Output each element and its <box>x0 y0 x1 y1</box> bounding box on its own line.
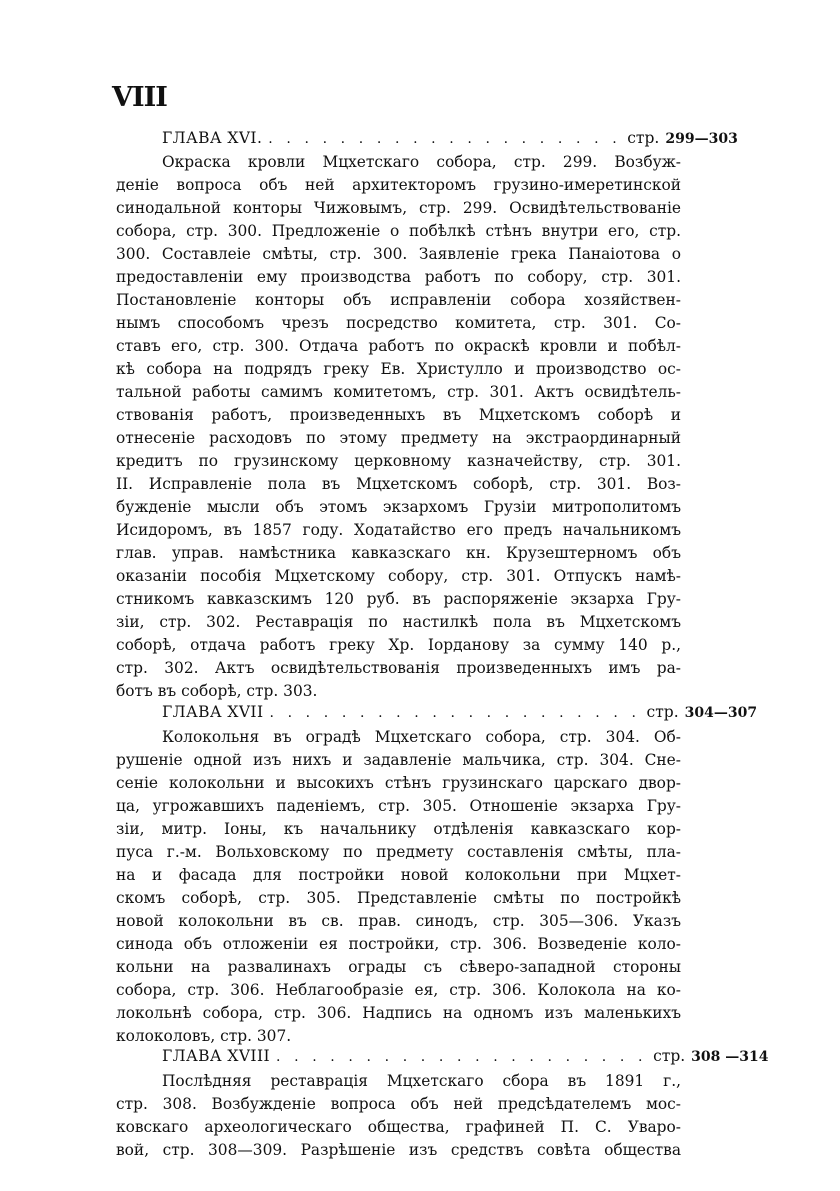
leader-dots: . . . . . . . . . . . . . . . . . . . . . <box>269 705 641 721</box>
text-line: кольни на развалинахъ ограды съ сѣверо-западной стороны <box>116 958 681 976</box>
text-line: синода объ отложеніи ея постройки, стр. 306. Возведеніе коло- <box>116 935 681 953</box>
text-line: колоколовъ, стр. 307. <box>116 1027 292 1045</box>
leader-dots: . . . . . . . . . . . . . . . . . . . . <box>268 131 622 147</box>
chapter-title: ГЛАВА XVIII <box>162 1047 270 1065</box>
text-line: зіи, стр. 302. Реставрація по настилкѣ пола въ Мцхетскомъ <box>116 613 681 631</box>
text-line: Колокольня въ оградѣ Мцхетскаго собора, стр. 304. Об- <box>162 728 681 746</box>
pages-prefix: стр. <box>653 1047 686 1065</box>
text-line: новой колокольни въ св. прав. синодъ, стр. 305—306. Указъ <box>116 912 681 930</box>
pages-prefix: стр. <box>627 129 660 147</box>
text-line: ковскаго археологическаго общества, графиней П. С. Уваро- <box>116 1118 681 1136</box>
page-range: 299—303 <box>665 131 738 147</box>
text-line: скомъ соборѣ, стр. 305. Представленіе смѣты по постройкѣ <box>116 889 681 907</box>
text-line: собора, стр. 300. Предложеніе о побѣлкѣ стѣнъ внутри его, стр. <box>116 222 681 240</box>
chapter-title: ГЛАВА XVII <box>162 703 264 721</box>
page-number: VIII <box>112 82 167 113</box>
text-line: II. Исправленіе пола въ Мцхетскомъ соборѣ, стр. 301. Воз- <box>116 475 681 493</box>
pages-prefix: стр. <box>646 703 679 721</box>
text-line: нымъ способомъ чрезъ посредство комитета, стр. 301. Со- <box>116 314 681 332</box>
text-line: глав. управ. намѣстника кавказскаго кн. Крузештерномъ объ <box>116 544 681 562</box>
page-range: 308 —314 <box>691 1049 769 1065</box>
text-line: зіи, митр. Іоны, къ начальнику отдѣленія кавказскаго кор- <box>116 820 681 838</box>
leader-dots: . . . . . . . . . . . . . . . . . . . . . <box>276 1049 648 1065</box>
page-range: 304—307 <box>684 705 758 721</box>
text-line: ствованія работъ, произведенныхъ въ Мцхетскомъ соборѣ и <box>116 406 681 424</box>
text-line: Постановленіе конторы объ исправленіи собора хозяйствен- <box>116 291 681 309</box>
text-line: 300. Составлеіе смѣты, стр. 300. Заявленіе грека Панаіотова о <box>116 245 681 263</box>
text-line: Послѣдняя реставрація Мцхетскаго сбора въ 1891 г., <box>162 1072 681 1090</box>
text-line: ставъ его, стр. 300. Отдача работъ по окраскѣ кровли и побѣл- <box>116 337 681 355</box>
text-line: тальной работы самимъ комитетомъ, стр. 301. Актъ освидѣтель- <box>116 383 681 401</box>
chapter-title: ГЛАВА XVI. <box>162 129 263 147</box>
text-line: оказаніи пособія Мцхетскому собору, стр. 301. Отпускъ намѣ- <box>116 567 681 585</box>
text-line: синодальной конторы Чижовымъ, стр. 299. Освидѣтельствованіе <box>116 199 681 217</box>
text-line: вой, стр. 308—309. Разрѣшеніе изъ средствъ совѣта общества <box>116 1141 681 1159</box>
text-line: предоставленіи ему производства работъ по собору, стр. 301. <box>116 268 681 286</box>
text-line: рушеніе одной изъ нихъ и задавленіе мальчика, стр. 304. Сне- <box>116 751 681 769</box>
text-line: кредитъ по грузинскому церковному казначейству, стр. 301. <box>116 452 681 470</box>
chapter-heading <box>162 703 758 725</box>
text-line: отнесеніе расходовъ по этому предмету на экстраординарный <box>116 429 681 447</box>
text-line: бужденіе мысли объ этомъ экзархомъ Грузіи митрополитомъ <box>116 498 681 516</box>
text-line: Окраска кровли Мцхетскаго собора, стр. 299. Возбуж- <box>162 153 681 171</box>
chapter-heading <box>162 1047 769 1069</box>
text-line: соборѣ, отдача работъ греку Хр. Іорданову за сумму 140 р., <box>116 636 681 654</box>
text-line: стр. 302. Актъ освидѣтельствованія произведенныхъ имъ ра- <box>116 659 681 677</box>
text-line: кѣ собора на подрядъ греку Ев. Христулло и производство ос- <box>116 360 681 378</box>
text-line: пуса г.-м. Вольховскому по предмету составленія смѣты, пла- <box>116 843 681 861</box>
text-line: ца, угрожавшихъ паденіемъ, стр. 305. Отношеніе экзарха Гру- <box>116 797 681 815</box>
text-line: ботъ въ соборѣ, стр. 303. <box>116 682 318 700</box>
text-line: на и фасада для постройки новой колокольни при Мцхет- <box>116 866 681 884</box>
chapter-heading <box>162 129 738 151</box>
text-line: сеніе колокольни и высокихъ стѣнъ грузинскаго царскаго двор- <box>116 774 681 792</box>
text-line: Исидоромъ, въ 1857 году. Ходатайство его предъ начальникомъ <box>116 521 681 539</box>
text-line: деніе вопроса объ ней архитекторомъ грузино-имеретинской <box>116 176 681 194</box>
text-line: собора, стр. 306. Неблагообразіе ея, стр. 306. Колокола на ко- <box>116 981 681 999</box>
text-line: локольнѣ собора, стр. 306. Надпись на одномъ изъ маленькихъ <box>116 1004 681 1022</box>
text-line: стникомъ кавказскимъ 120 руб. въ распоряженіе экзарха Гру- <box>116 590 681 608</box>
text-line: стр. 308. Возбужденіе вопроса объ ней предсѣдателемъ мос- <box>116 1095 681 1113</box>
